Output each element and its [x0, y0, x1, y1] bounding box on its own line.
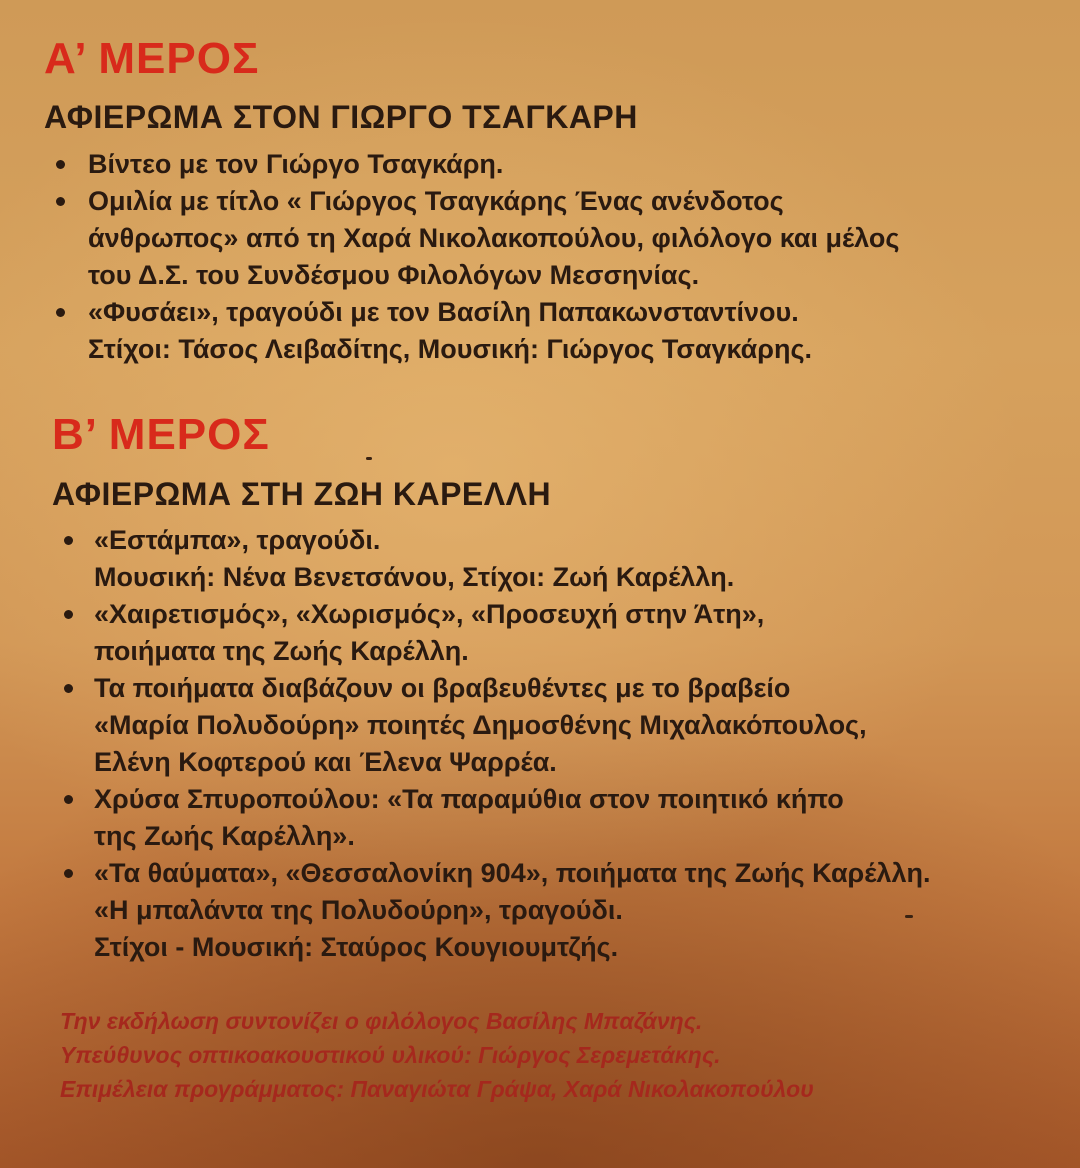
list-item — [58, 596, 1068, 670]
bullet-icon — [56, 197, 65, 206]
list-item — [58, 855, 1068, 966]
bullet-icon — [64, 610, 73, 619]
editors-credit: Επιμέλεια προγράμματος: Παναγιώτα Γράψα, Χαρά Νικολακοπούλου — [60, 1076, 814, 1102]
bullet-icon — [56, 308, 65, 317]
list-item — [50, 294, 1060, 368]
list-item-line: ποιήματα της Ζωής Καρέλλη. — [94, 636, 469, 666]
list-item-line: Χρύσα Σπυροπούλου: «Τα παραμύθια στον ποιητικό κήπο — [94, 784, 844, 814]
list-item-line: Ομιλία με τίτλο « Γιώργος Τσαγκάρης Ένας ανένδοτος — [88, 186, 784, 216]
list-item — [58, 670, 1068, 781]
part-b-heading: Β’ ΜΕΡΟΣ — [52, 410, 270, 459]
bullet-icon — [64, 536, 73, 545]
list-item — [50, 146, 1060, 183]
part-a-list — [50, 146, 1060, 368]
list-item-line: της Ζωής Καρέλλη». — [94, 821, 355, 851]
av-credit: Υπεύθυνος οπτικοακουστικού υλικού: Γιώργος Σερεμετάκης. — [60, 1042, 721, 1068]
credits-footer — [60, 1004, 814, 1106]
list-item — [58, 522, 1068, 596]
list-item-line: Στίχοι: Τάσος Λειβαδίτης, Μουσική: Γιώργος Τσαγκάρης. — [88, 334, 813, 364]
list-item-line: «Φυσάει», τραγούδι με τον Βασίλη Παπακωνσταντίνου. — [88, 297, 799, 327]
part-a-subtitle: ΑΦΙΕΡΩΜΑ ΣΤΟΝ ΓΙΩΡΓΟ ΤΣΑΓΚΑΡΗ — [44, 99, 638, 135]
list-item — [50, 183, 1060, 294]
list-item-line: «Η μπαλάντα της Πολυδούρη», τραγούδι. — [94, 895, 623, 925]
list-item-line: του Δ.Σ. του Συνδέσμου Φιλολόγων Μεσσηνίας. — [88, 260, 700, 290]
list-item-line: άνθρωπος» από τη Χαρά Νικολακοπούλου, φιλόλογο και μέλος — [88, 223, 900, 253]
paper-speck — [905, 915, 913, 918]
list-item-line: Στίχοι - Μουσική: Σταύρος Κουγιουμτζής. — [94, 932, 619, 962]
list-item-line: «Τα θαύματα», «Θεσσαλονίκη 904», ποιήματα της Ζωής Καρέλλη. — [94, 858, 931, 888]
list-item-line: «Εστάμπα», τραγούδι. — [94, 525, 381, 555]
part-b-list — [58, 522, 1068, 966]
list-item-line: Τα ποιήματα διαβάζουν οι βραβευθέντες με το βραβείο — [94, 673, 791, 703]
list-item-line: Μουσική: Νένα Βενετσάνου, Στίχοι: Ζωή Καρέλλη. — [94, 562, 735, 592]
part-b-subtitle: ΑΦΙΕΡΩΜΑ ΣΤΗ ΖΩΗ ΚΑΡΕΛΛΗ — [52, 476, 552, 512]
list-item-line: Ελένη Κοφτερού και Έλενα Ψαρρέα. — [94, 747, 557, 777]
bullet-icon — [64, 684, 73, 693]
bullet-icon — [56, 160, 65, 169]
list-item-line: Βίντεο με τον Γιώργο Τσαγκάρη. — [88, 149, 504, 179]
bullet-icon — [64, 795, 73, 804]
coordinator-credit: Την εκδήλωση συντονίζει ο φιλόλογος Βασίλης Μπαζάνης. — [60, 1008, 703, 1034]
list-item — [58, 781, 1068, 855]
list-item-line: «Χαιρετισμός», «Χωρισμός», «Προσευχή στην Άτη», — [94, 599, 765, 629]
bullet-icon — [64, 869, 73, 878]
part-a-heading: Α’ ΜΕΡΟΣ — [44, 34, 260, 83]
paper-speck — [366, 457, 372, 460]
list-item-line: «Μαρία Πολυδούρη» ποιητές Δημοσθένης Μιχαλακόπουλος, — [94, 710, 867, 740]
